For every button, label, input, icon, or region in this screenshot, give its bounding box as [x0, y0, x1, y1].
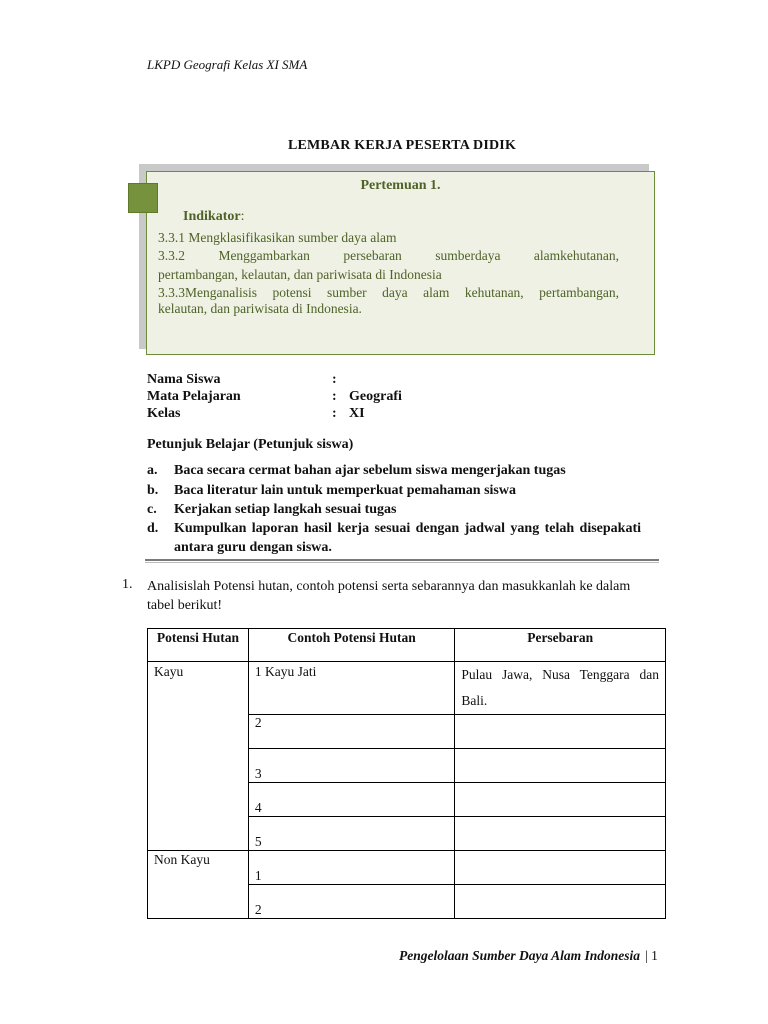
section-divider-shadow — [145, 562, 659, 563]
indicator-item: 3.3.3Menganalisis potensi sumber daya alam kehutanan, pertambangan, — [158, 285, 619, 300]
indikator-label: Indikator — [183, 209, 241, 224]
info-colon: : — [332, 389, 337, 404]
table-header-row — [148, 629, 666, 662]
table-row — [148, 851, 666, 885]
example-cell: 2 — [248, 715, 455, 749]
running-header: LKPD Geografi Kelas XI SMA — [147, 57, 308, 72]
spread-cell — [455, 851, 666, 885]
spread-cell — [455, 817, 666, 851]
info-colon: : — [332, 406, 337, 421]
example-cell: 4 — [248, 783, 455, 817]
example-cell: 1 — [248, 851, 455, 885]
section-divider — [145, 559, 659, 561]
spread-cell — [455, 885, 666, 919]
indikator-colon: : — [240, 209, 245, 224]
indicator-item: kelautan, dan pariwisata di Indonesia. — [158, 301, 362, 316]
instructions-title: Petunjuk Belajar (Petunjuk siswa) — [147, 437, 354, 452]
info-label: Kelas — [147, 406, 181, 421]
instruction-marker: b. — [147, 483, 159, 498]
group-cell: Kayu — [148, 662, 249, 851]
indicator-item: 3.3.2 Menggambarkan persebaran sumberdaya alamkehutanan, — [158, 248, 619, 263]
indikator-heading — [183, 209, 244, 225]
instruction-marker: c. — [147, 502, 157, 517]
potential-table — [147, 628, 666, 919]
page-number: | 1 — [645, 948, 658, 963]
table-header-cell: Persebaran — [455, 629, 666, 662]
table-header-cell: Contoh Potensi Hutan — [248, 629, 455, 662]
spread-cell: Pulau Jawa, Nusa Tenggara dan Bali. — [455, 662, 666, 715]
info-colon: : — [332, 372, 337, 387]
info-value: Geografi — [349, 389, 402, 404]
instruction-marker: a. — [147, 463, 158, 478]
question-number: 1. — [122, 577, 133, 592]
spread-cell — [455, 715, 666, 749]
example-cell: 5 — [248, 817, 455, 851]
document-title: LEMBAR KERJA PESERTA DIDIK — [287, 138, 517, 153]
info-label: Nama Siswa — [147, 372, 221, 387]
footer-title: Pengelolaan Sumber Daya Alam Indonesia — [398, 948, 640, 963]
meeting-heading: Pertemuan 1. — [360, 178, 441, 193]
instruction-text: Baca secara cermat bahan ajar sebelum siswa mengerjakan tugas — [174, 463, 566, 478]
question-text: Analisislah Potensi hutan, contoh potensi serta sebarannya dan masukkanlah ke dalam tabel berikut! — [147, 579, 631, 613]
instruction-text: Kerjakan setiap langkah sesuai tugas — [174, 502, 397, 517]
spread-cell — [455, 783, 666, 817]
table-row — [148, 662, 666, 715]
indicator-item: 3.3.1 Mengklasifikasikan sumber daya alam — [158, 230, 397, 245]
table-header-cell: Potensi Hutan — [148, 629, 249, 662]
instruction-text: Kumpulkan laporan hasil kerja sesuai dengan jadwal yang telah disepakati antara guru dengan siswa. — [174, 521, 641, 555]
example-cell: 1 Kayu Jati — [248, 662, 455, 715]
instruction-text: Baca literatur lain untuk memperkuat pemahaman siswa — [174, 483, 516, 498]
info-label: Mata Pelajaran — [147, 389, 241, 404]
indicator-item: pertambangan, kelautan, dan pariwisata di Indonesia — [158, 267, 442, 282]
example-cell: 2 — [248, 885, 455, 919]
example-cell: 3 — [248, 749, 455, 783]
info-value: XI — [349, 406, 365, 421]
spread-cell — [455, 749, 666, 783]
instruction-marker: d. — [147, 521, 159, 536]
group-cell: Non Kayu — [148, 851, 249, 919]
